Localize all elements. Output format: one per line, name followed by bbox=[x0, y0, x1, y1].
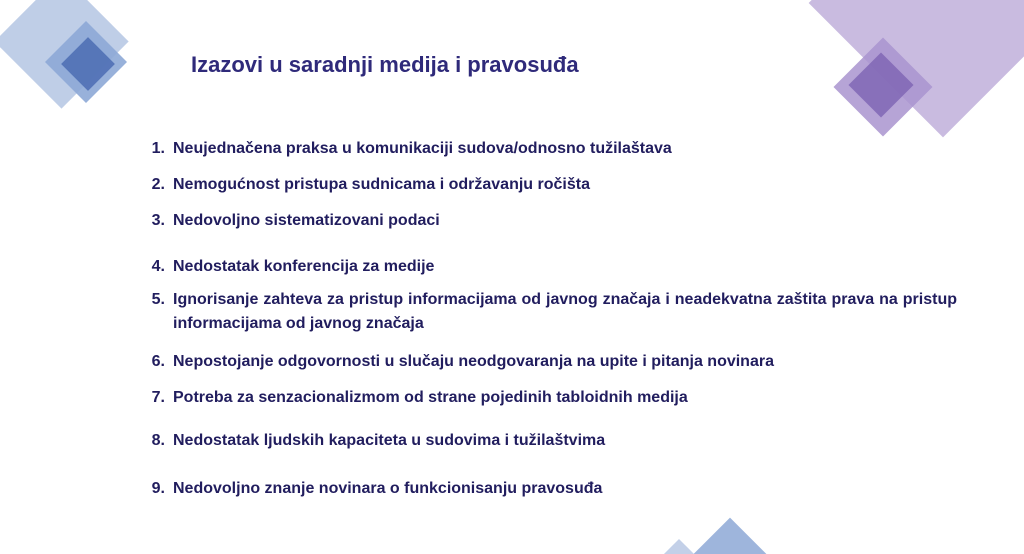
slide-title: Izazovi u saradnji medija i pravosuđa bbox=[191, 52, 579, 77]
list-item-number: 3. bbox=[151, 212, 165, 229]
list-item-number: 2. bbox=[151, 176, 165, 193]
list-item-text: Nedovoljno znanje novinara o funkcionisanju pravosuđa bbox=[173, 480, 603, 497]
list-item-number: 4. bbox=[151, 258, 165, 275]
list-item-text: Nedostatak ljudskih kapaciteta u sudovima i tužilaštvima bbox=[173, 432, 606, 449]
list-item-text: Neujednačena praksa u komunikaciji sudova/odnosno tužilaštava bbox=[173, 140, 672, 157]
decorative-diamond-bottom-mid bbox=[688, 518, 773, 554]
list-item-text: Nemogućnost pristupa sudnicama i održavanju ročišta bbox=[173, 176, 590, 193]
list-item-number: 8. bbox=[151, 432, 165, 449]
list-item-number: 7. bbox=[151, 389, 165, 406]
list-item-2 bbox=[127, 173, 957, 197]
list-item-5 bbox=[127, 288, 957, 336]
list-item-4 bbox=[127, 255, 957, 279]
list-item-number: 9. bbox=[151, 480, 165, 497]
list-item-number: 5. bbox=[151, 291, 165, 308]
list-item-text: Potreba za senzacionalizmom od strane pojedinih tabloidnih medija bbox=[173, 389, 688, 406]
list-item-7 bbox=[127, 386, 957, 410]
list-item-3 bbox=[127, 209, 957, 233]
list-item-8 bbox=[127, 429, 957, 453]
list-item-number: 1. bbox=[151, 140, 165, 157]
list-item-number: 6. bbox=[151, 353, 165, 370]
list-item-9 bbox=[127, 477, 957, 501]
list-item-1 bbox=[127, 137, 957, 161]
list-item-text: Ignorisanje zahteva za pristup informacijama od javnog značaja i neadekvatna zaštita prava na pristup informacijama od javnog značaja bbox=[173, 291, 957, 332]
list-item-text: Nedostatak konferencija za medije bbox=[173, 258, 435, 275]
decorative-diamond-top-right-large bbox=[809, 0, 1024, 137]
list-item-text: Nepostojanje odgovornosti u slučaju neodgovaranja na upite i pitanja novinara bbox=[173, 353, 774, 370]
list-item-text: Nedovoljno sistematizovani podaci bbox=[173, 212, 440, 229]
list-item-6 bbox=[127, 350, 957, 374]
